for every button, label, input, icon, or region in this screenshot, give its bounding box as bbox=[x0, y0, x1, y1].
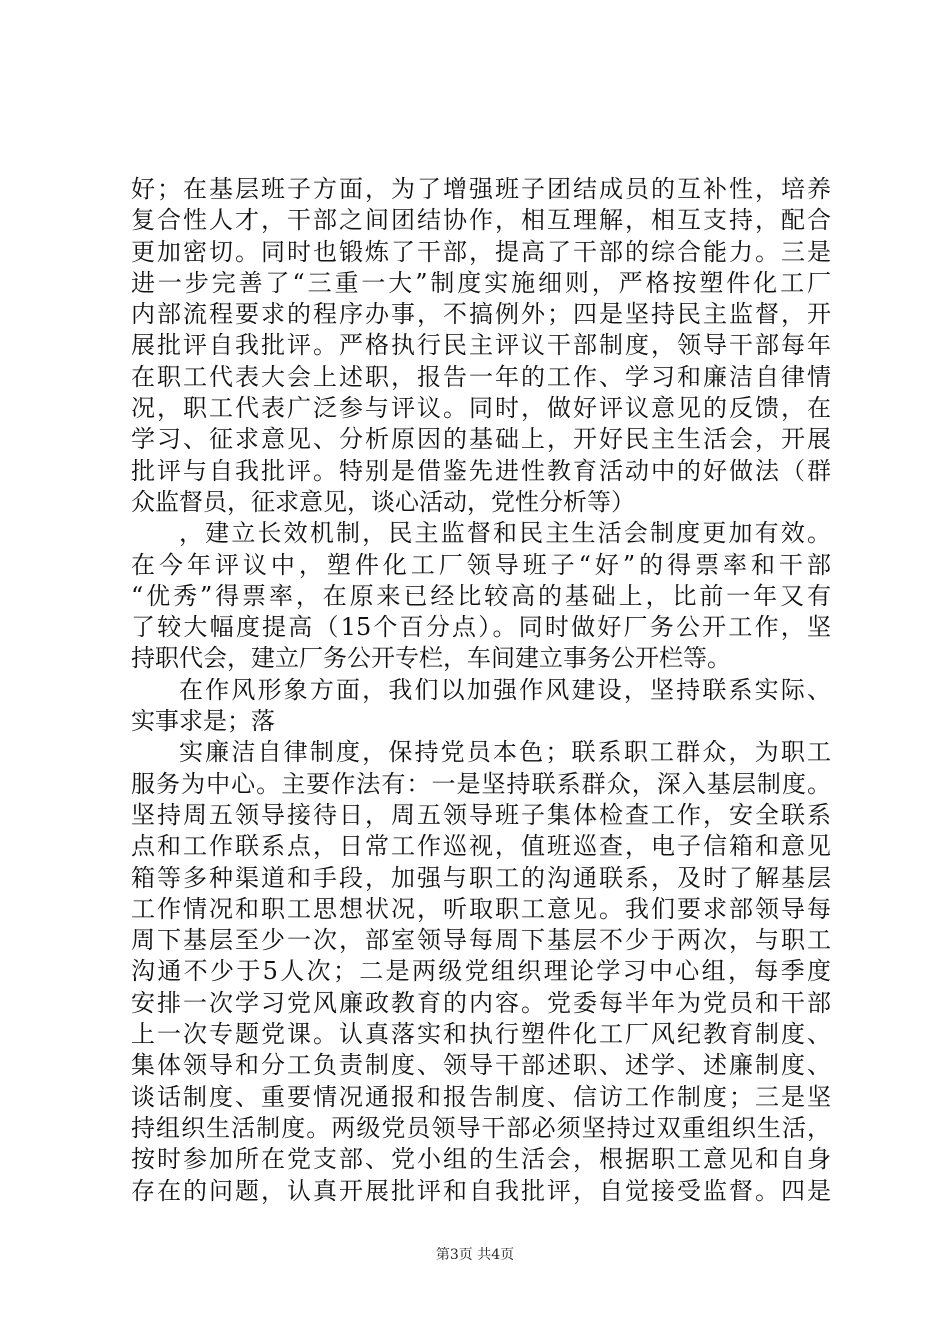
text-line: 按时参加所在党支部、党小组的生活会，根据职工意见和自身 bbox=[131, 1145, 831, 1174]
text-line: 工作情况和职工思想状况，听取职工意见。我们要求部领导每 bbox=[131, 894, 831, 923]
text-line: 在作风形象方面，我们以加强作风建设，坚持联系实际、 bbox=[179, 675, 831, 704]
text-line: 内部流程要求的程序办事，不搞例外；四是坚持民主监督，开 bbox=[131, 300, 831, 329]
text-line: 众监督员，征求意见，谈心活动，党性分析等） bbox=[131, 487, 635, 516]
text-line: 安排一次学习党风廉政教育的内容。党委每半年为党员和干部 bbox=[131, 988, 831, 1017]
text-line: 谈话制度、重要情况通报和报告制度、信访工作制度；三是坚 bbox=[131, 1082, 831, 1111]
text-line: 在职工代表大会上述职，报告一年的工作、学习和廉洁自律情 bbox=[131, 362, 831, 391]
text-line: 了较大幅度提高（15个百分点）。同时做好厂务公开工作，坚 bbox=[131, 613, 831, 642]
text-line: 实廉洁自律制度，保持党员本色；联系职工群众，为职工 bbox=[179, 738, 831, 767]
text-line: 更加密切。同时也锻炼了干部，提高了干部的综合能力。三是 bbox=[131, 237, 831, 266]
text-line: 进一步完善了“三重一大”制度实施细则，严格按塑件化工厂 bbox=[131, 268, 831, 297]
text-line: 坚持周五领导接待日，周五领导班子集体检查工作，安全联系 bbox=[131, 800, 831, 829]
text-line: 持职代会，建立厂务公开专栏，车间建立事务公开栏等。 bbox=[131, 644, 731, 673]
text-line: 服务为中心。主要作法有：一是坚持联系群众，深入基层制度。 bbox=[131, 769, 831, 798]
text-line: ，建立长效机制，民主监督和民主生活会制度更加有效。 bbox=[179, 519, 831, 548]
text-line: 学习、征求意见、分析原因的基础上，开好民主生活会，开展 bbox=[131, 425, 831, 454]
text-line: 好；在基层班子方面，为了增强班子团结成员的互补性，培养 bbox=[131, 175, 831, 203]
text-line: 存在的问题，认真开展批评和自我批评，自觉接受监督。四是 bbox=[131, 1176, 831, 1205]
text-line: 周下基层至少一次，部室领导每周下基层不少于两次，与职工 bbox=[131, 926, 831, 955]
text-line: 点和工作联系点，日常工作巡视，值班巡查，电子信箱和意见 bbox=[131, 832, 831, 861]
text-line: 在今年评议中，塑件化工厂领导班子“好”的得票率和干部 bbox=[131, 550, 831, 579]
text-line: 批评与自我批评。特别是借鉴先进性教育活动中的好做法（群 bbox=[131, 456, 831, 485]
text-line: 况，职工代表广泛参与评议。同时，做好评议意见的反馈，在 bbox=[131, 394, 831, 423]
body-text bbox=[131, 174, 831, 1207]
text-line: 箱等多种渠道和手段，加强与职工的沟通联系，及时了解基层 bbox=[131, 863, 831, 892]
text-line: 展批评自我批评。严格执行民主评议干部制度，领导干部每年 bbox=[131, 331, 831, 360]
text-line: 复合性人才，干部之间团结协作，相互理解，相互支持，配合 bbox=[131, 206, 831, 235]
text-line: 沟通不少于5人次；二是两级党组织理论学习中心组，每季度 bbox=[131, 957, 831, 986]
text-line: 持组织生活制度。两级党员领导干部必须坚持过双重组织生活， bbox=[131, 1113, 831, 1142]
text-line: 实事求是；落 bbox=[131, 707, 275, 736]
text-line: 集体领导和分工负责制度、领导干部述职、述学、述廉制度、 bbox=[131, 1051, 831, 1080]
text-line: “优秀”得票率，在原来已经比较高的基础上，比前一年又有 bbox=[131, 581, 831, 610]
text-line: 上一次专题党课。认真落实和执行塑件化工厂风纪教育制度、 bbox=[131, 1020, 831, 1049]
page-footer: 第3页 共4页 bbox=[435, 1247, 515, 1263]
